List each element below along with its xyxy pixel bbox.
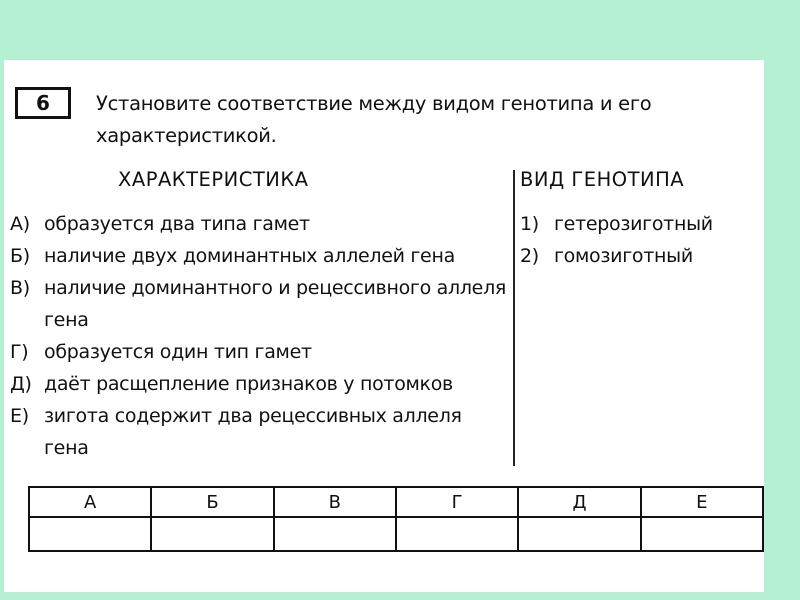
answer-column-header: А (29, 487, 151, 517)
genotype-item (520, 208, 760, 240)
item-letter: А) (10, 213, 30, 235)
characteristic-item (10, 368, 510, 400)
answer-table-header-row (29, 487, 763, 517)
characteristic-item (10, 272, 510, 336)
answer-cell[interactable] (151, 517, 273, 551)
characteristics-list (10, 208, 510, 464)
column-divider (513, 170, 515, 466)
item-letter: Г) (10, 341, 29, 363)
answer-column-header: Е (641, 487, 763, 517)
item-text: наличие двух доминантных аллелей гена (44, 245, 455, 267)
task-sheet (4, 60, 764, 592)
answer-cell[interactable] (518, 517, 640, 551)
characteristic-item (10, 208, 510, 240)
item-text: гомозиготный (554, 245, 693, 267)
question-text: Установите соответствие между видом генотипа и его характеристикой. (96, 92, 652, 147)
item-text: гетерозиготный (554, 213, 713, 235)
item-letter: Е) (10, 405, 29, 427)
answer-column-header: Б (151, 487, 273, 517)
answer-cell[interactable] (641, 517, 763, 551)
answer-column-header: Г (396, 487, 518, 517)
item-letter: В) (10, 277, 30, 299)
characteristic-item (10, 400, 510, 464)
genotype-header: ВИД ГЕНОТИПА (520, 168, 685, 191)
item-text: наличие доминантного и рецессивного аллеля гена (44, 277, 507, 331)
answer-cell[interactable] (396, 517, 518, 551)
question-number-box: 6 (15, 87, 71, 119)
characteristics-header: ХАРАКТЕРИСТИКА (118, 168, 309, 191)
answer-column-header: В (274, 487, 396, 517)
item-number: 1) (520, 213, 539, 235)
answer-table-input-row (29, 517, 763, 551)
genotype-item (520, 240, 760, 272)
characteristic-item (10, 240, 510, 272)
genotype-list (520, 208, 760, 272)
item-text: образуется два типа гамет (44, 213, 310, 235)
item-text: зигота содержит два рецессивных аллеля гена (44, 405, 462, 459)
item-letter: Б) (10, 245, 30, 267)
answer-table (28, 486, 764, 552)
characteristic-item (10, 336, 510, 368)
answer-cell[interactable] (29, 517, 151, 551)
item-number: 2) (520, 245, 539, 267)
item-text: образуется один тип гамет (44, 341, 312, 363)
item-letter: Д) (10, 373, 32, 395)
answer-column-header: Д (518, 487, 640, 517)
answer-cell[interactable] (274, 517, 396, 551)
item-text: даёт расщепление признаков у потомков (44, 373, 453, 395)
